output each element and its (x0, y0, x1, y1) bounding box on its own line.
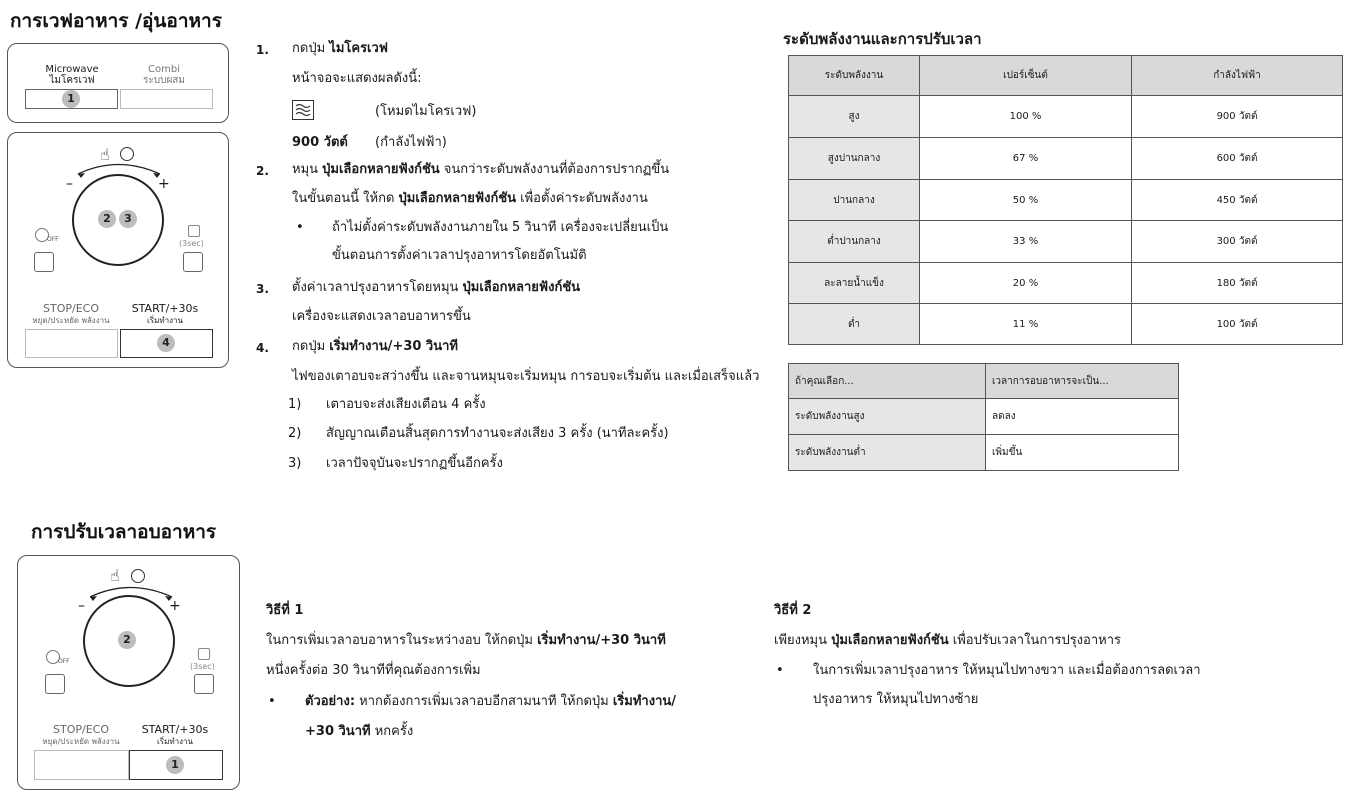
example-bold: เริ่มทำงาน/ (612, 694, 677, 709)
start-button[interactable] (120, 329, 213, 358)
power-description: (กำลังไฟฟ้า) (375, 135, 447, 150)
example-text-2: หกครั้ง (370, 724, 414, 739)
method-2-bold: ปุ่มเลือกหลายฟังก์ชัน (831, 633, 949, 648)
method-1-text: ในการเพิ่มเวลาอบอาหารในระหว่างอบ ให้กดปุ่ม (266, 633, 538, 648)
step-2-text-d: เพื่อตั้งค่าระดับพลังงาน (516, 191, 648, 206)
wattage-cell: 180 วัตต์ (1132, 263, 1343, 304)
clock-icon-2 (131, 569, 145, 583)
mode-select-panel (7, 43, 229, 123)
multi-function-dial[interactable] (73, 175, 163, 265)
choice-cell: ระดับพลังงานต่ำ (789, 435, 986, 471)
step-4-line-1 (292, 339, 458, 355)
power-level-cell: ปานกลาง (789, 180, 920, 221)
percent-cell: 20 % (920, 263, 1132, 304)
result-cell: เพิ่มขึ้น (986, 435, 1179, 471)
lock-icon (188, 225, 200, 237)
dial-badge-3: 3 (119, 210, 137, 228)
table-row (789, 399, 1179, 435)
percent-cell: 50 % (920, 180, 1132, 221)
header-percent: เปอร์เซ็นต์ (920, 56, 1132, 96)
step-2-text-c: ในขั้นตอนนี้ ให้กด (292, 191, 399, 206)
step-2-line-2 (292, 191, 648, 207)
method-2-bullet: • (776, 663, 784, 678)
eco-off-button-2[interactable] (45, 674, 65, 694)
power-value: 900 วัตต์ (292, 135, 348, 150)
example-text: หากต้องการเพิ่มเวลาอบอีกสามนาที ให้กดปุ่ม (355, 694, 613, 709)
child-lock-button[interactable] (183, 252, 203, 272)
example-bold-2: +30 วินาที (305, 724, 371, 739)
percent-cell: 11 % (920, 304, 1132, 345)
wattage-cell: 450 วัตต์ (1132, 180, 1343, 221)
combi-label (125, 64, 203, 86)
method-2-bullet-line-1: ในการเพิ่มเวลาปรุงอาหาร ให้หมุนไปทางขวา และเมื่อต้องการลดเวลา (813, 663, 1201, 678)
table-row (789, 138, 1343, 180)
start-badge: 4 (157, 334, 175, 352)
power-level-table (788, 55, 1343, 345)
method-1-bullet-line-1 (305, 694, 676, 710)
step-3-number: 3. (256, 282, 269, 296)
wattage-cell: 100 วัตต์ (1132, 304, 1343, 345)
step-4-text: กดปุ่ม (292, 339, 330, 354)
table-row (789, 180, 1343, 221)
power-level-cell: ต่ำ (789, 304, 920, 345)
microwave-button[interactable] (25, 89, 118, 109)
step-2-bold-b: ปุ่มเลือกหลายฟังก์ชัน (398, 191, 517, 206)
wattage-cell: 600 วัตต์ (1132, 138, 1343, 180)
method-1-bullet: • (268, 694, 276, 709)
dial-badge-2-section2: 2 (118, 631, 136, 649)
power-level-cell: ละลายน้ำแข็ง (789, 263, 920, 304)
step-2-number: 2. (256, 164, 269, 178)
step-1-line-1 (292, 41, 388, 57)
step-4-number: 4. (256, 341, 269, 355)
percent-cell: 33 % (920, 221, 1132, 263)
method-2-title: วิธีที่ 2 (774, 603, 812, 618)
lock-duration-label-2: (3sec) (190, 662, 215, 671)
section-title-microwave: การเวฟอาหาร /อุ่นอาหาร (10, 10, 222, 32)
method-2-text-b: เพื่อปรับเวลาในการปรุงอาหาร (948, 633, 1122, 648)
step-1-line-2: หน้าจอจะแสดงผลดังนี้: (292, 71, 422, 86)
substep-2-text: สัญญาณเตือนสิ้นสุดการทำงานจะส่งเสียง 3 ครั้ง (นาทีละครั้ง) (326, 426, 669, 441)
stop-eco-label-th-2: หยุด/ประหยัด พลังงาน (42, 737, 120, 746)
choice-table-header (789, 364, 1179, 399)
stop-eco-label (20, 302, 122, 326)
stop-eco-label-en: STOP/ECO (43, 302, 99, 315)
step-1-text: กดปุ่ม (292, 41, 330, 56)
step-2-bullet-line-1: ถ้าไม่ตั้งค่าระดับพลังงานภายใน 5 วินาที เครื่องจะเปลี่ยนเป็น (332, 220, 669, 235)
microwave-mode-icon (292, 100, 314, 120)
stop-eco-label-2 (30, 723, 132, 747)
header-if-you-choose: ถ้าคุณเลือก... (789, 364, 986, 399)
minus-symbol-2: – (78, 598, 85, 614)
header-cooking-time: เวลาการอบอาหารจะเป็น... (986, 364, 1179, 399)
power-level-cell: สูงปานกลาง (789, 138, 920, 180)
method-1-title: วิธีที่ 1 (266, 603, 304, 618)
power-table-header (789, 56, 1343, 96)
dial-badge-2: 2 (98, 210, 116, 228)
plus-symbol: + (158, 176, 170, 192)
wattage-cell: 900 วัตต์ (1132, 96, 1343, 138)
substep-1-number: 1) (288, 397, 302, 412)
step-2-text-b: จนกว่าระดับพลังงานที่ต้องการปรากฏขึ้น (439, 162, 670, 177)
power-table-title: ระดับพลังงานและการปรับเวลา (783, 30, 982, 48)
off-label-2: OFF (58, 658, 70, 665)
lock-duration-label: (3sec) (179, 239, 204, 248)
example-label: ตัวอย่าง: (305, 694, 356, 709)
step-2-bold-a: ปุ่มเลือกหลายฟังก์ชัน (322, 162, 440, 177)
combi-button[interactable] (120, 89, 213, 109)
step-2-text-a: หมุน (292, 162, 323, 177)
stop-eco-label-en-2: STOP/ECO (53, 723, 109, 736)
off-label: OFF (47, 236, 59, 243)
start-badge-2: 1 (166, 756, 184, 774)
power-level-cell: ต่ำปานกลาง (789, 221, 920, 263)
stop-eco-button[interactable] (25, 329, 118, 358)
step-3-bold: ปุ่มเลือกหลายฟังก์ชัน (462, 280, 581, 295)
method-2-line-1 (774, 633, 1121, 649)
start-label (119, 302, 211, 326)
start-label-en-2: START/+30s (141, 723, 209, 736)
header-power-level: ระดับพลังงาน (789, 56, 920, 96)
clock-icon (120, 147, 134, 161)
step-2-bullet-line-2: ขั้นตอนการตั้งค่าเวลาปรุงอาหารโดยอัตโนมัติ (332, 248, 587, 263)
method-1-bullet-line-2 (305, 724, 413, 740)
lock-icon-2 (198, 648, 210, 660)
step-1-bold: ไมโครเวฟ (329, 41, 388, 56)
step-3-text: ตั้งค่าเวลาปรุงอาหารโดยหมุน (292, 280, 463, 295)
table-row (789, 221, 1343, 263)
control-panel-2 (17, 555, 240, 790)
step-1-number: 1. (256, 43, 269, 57)
plus-symbol-2: + (169, 598, 181, 614)
start-label-th: เริ่มทำงาน (147, 316, 183, 325)
start-label-th-2: เริ่มทำงาน (157, 737, 193, 746)
percent-cell: 100 % (920, 96, 1132, 138)
step-4-line-2: ไฟของเตาอบจะสว่างขึ้น และจานหมุนจะเริ่มหมุน การอบจะเริ่มต้น และเมื่อเสร็จแล้ว (292, 369, 760, 384)
method-2-text-a: เพียงหมุน (774, 633, 832, 648)
step-4-bold: เริ่มทำงาน/+30 วินาที (329, 339, 458, 354)
table-row (789, 435, 1179, 471)
method-1-line-1 (266, 633, 666, 649)
percent-cell: 67 % (920, 138, 1132, 180)
section-title-adjust-time: การปรับเวลาอบอาหาร (31, 521, 217, 543)
microwave-label-th: ไมโครเวฟ (49, 75, 95, 86)
microwave-label (33, 64, 111, 86)
table-row (789, 263, 1343, 304)
step-badge: 1 (62, 90, 80, 108)
method-2-bullet-line-2: ปรุงอาหาร ให้หมุนไปทางซ้าย (813, 692, 979, 707)
table-row (789, 96, 1343, 138)
method-1-line-2: หนึ่งครั้งต่อ 30 วินาทีที่คุณต้องการเพิ่ม (266, 663, 481, 678)
eco-off-button[interactable] (34, 252, 54, 272)
substep-2-number: 2) (288, 426, 302, 441)
microwave-label-en: Microwave (45, 64, 99, 75)
method-1-bold: เริ่มทำงาน/+30 วินาที (537, 633, 666, 648)
substep-1-text: เตาอบจะส่งเสียงเตือน 4 ครั้ง (326, 397, 486, 412)
minus-symbol: – (66, 176, 73, 192)
control-panel (7, 132, 229, 368)
step-3-line-1 (292, 280, 580, 296)
wattage-cell: 300 วัตต์ (1132, 221, 1343, 263)
power-level-cell: สูง (789, 96, 920, 138)
mode-description: (โหมดไมโครเวฟ) (375, 104, 477, 119)
power-time-effect-table (788, 363, 1179, 471)
header-wattage: กำลังไฟฟ้า (1132, 56, 1343, 96)
hand-press-icon-2: ☝ (110, 566, 120, 585)
child-lock-button-2[interactable] (194, 674, 214, 694)
table-row (789, 304, 1343, 345)
hand-press-icon: ☝ (100, 145, 110, 164)
result-cell: ลดลง (986, 399, 1179, 435)
substep-3-number: 3) (288, 456, 302, 471)
substep-3-text: เวลาปัจจุบันจะปรากฏขึ้นอีกครั้ง (326, 456, 503, 471)
step-2-line-1 (292, 162, 669, 178)
stop-eco-button-2[interactable] (34, 750, 129, 780)
combi-label-en: Combi (148, 64, 180, 75)
stop-eco-label-th: หยุด/ประหยัด พลังงาน (32, 316, 110, 325)
combi-label-th: ระบบผสม (143, 75, 185, 86)
start-button-2[interactable] (129, 750, 223, 780)
choice-cell: ระดับพลังงานสูง (789, 399, 986, 435)
step-3-line-2: เครื่องจะแสดงเวลาอบอาหารขึ้น (292, 309, 471, 324)
start-label-2 (129, 723, 221, 747)
start-label-en: START/+30s (131, 302, 199, 315)
step-2-bullet: • (296, 220, 304, 235)
